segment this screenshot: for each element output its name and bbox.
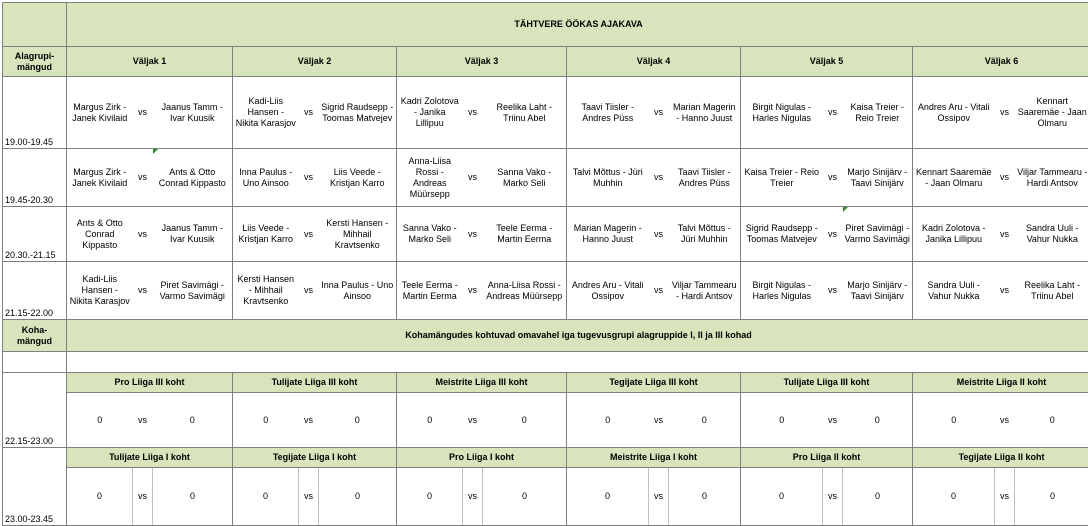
versus-label: vs [823,468,843,526]
versus-label: vs [823,77,843,149]
team-home: Kersti Hansen - Mihhail Kravtsenko [233,262,299,320]
placement-label: Tulijate Liiga III koht [741,373,913,393]
time-slot: 20.30.-21.15 [3,207,67,262]
team-away: Anna-Liisa Rossi - Andreas Müürsepp [483,262,567,320]
placement-label: Pro Liiga II koht [741,448,913,468]
score-home[interactable]: 0 [741,468,823,526]
score-home[interactable]: 0 [233,468,299,526]
placement-label: Tegijate Liiga III koht [567,373,741,393]
team-home: Taavi Tiisler - Andres Püss [567,77,649,149]
team-away: Inna Paulus - Uno Ainsoo [319,262,397,320]
schedule-table [2,2,1088,526]
versus-label: vs [299,207,319,262]
team-away: Reelika Laht - Triinu Abel [483,77,567,149]
placement-games-label: Koha-mängud [3,320,67,352]
team-home: Birgit Nigulas - Harles Nigulas [741,262,823,320]
team-away: Kennart Saaremäe - Jaan Olmaru [1015,77,1088,149]
versus-label: vs [299,468,319,526]
score-home[interactable]: 0 [913,393,995,448]
versus-label: vs [649,468,669,526]
team-away: Sanna Vako - Marko Seli [483,149,567,207]
team-home: Birgit Nigulas - Harles Nigulas [741,77,823,149]
field-header: Väljak 3 [397,47,567,77]
team-home: Teele Eerma - Martin Eerma [397,262,463,320]
score-home[interactable]: 0 [397,468,463,526]
versus-label: vs [133,393,153,448]
team-home: Andres Aru - Vitali Ossipov [913,77,995,149]
versus-label: vs [649,77,669,149]
team-home: Margus Zirk - Janek Kivilaid [67,77,133,149]
versus-label: vs [133,262,153,320]
score-home[interactable]: 0 [567,468,649,526]
versus-label: vs [995,207,1015,262]
score-away[interactable]: 0 [153,468,233,526]
team-home: Liis Veede - Kristjan Karro [233,207,299,262]
team-away: Piret Savimägi - Varmo Savimägi [843,207,913,262]
score-away[interactable]: 0 [669,468,741,526]
score-home[interactable]: 0 [567,393,649,448]
team-away: Taavi Tiisler - Andres Püss [669,149,741,207]
versus-label: vs [823,262,843,320]
placement-label: Meistrite Liiga III koht [397,373,567,393]
score-home[interactable]: 0 [913,468,995,526]
placement-label: Tegijate Liiga I koht [233,448,397,468]
score-away[interactable]: 0 [483,468,567,526]
score-away[interactable]: 0 [669,393,741,448]
score-home[interactable]: 0 [233,393,299,448]
versus-label: vs [463,207,483,262]
score-away[interactable]: 0 [483,393,567,448]
versus-label: vs [133,149,153,207]
time-slot: 21.15-22.00 [3,262,67,320]
team-home: Ants & Otto Conrad Kippasto [67,207,133,262]
team-away: Ants & Otto Conrad Kippasto [153,149,233,207]
team-home: Andres Aru - Vitali Ossipov [567,262,649,320]
team-home: Margus Zirk - Janek Kivilaid [67,149,133,207]
placement-label: Tulijate Liiga III koht [233,373,397,393]
versus-label: vs [823,393,843,448]
versus-label: vs [995,77,1015,149]
placement-label: Tulijate Liiga I koht [67,448,233,468]
team-home: Talvi Mõttus - Jüri Muhhin [567,149,649,207]
team-away: Teele Eerma - Martin Eerma [483,207,567,262]
team-home: Kadri Zolotova - Janika Lillipuu [913,207,995,262]
versus-label: vs [133,207,153,262]
versus-label: vs [463,149,483,207]
versus-label: vs [299,77,319,149]
team-away: Talvi Mõttus - Jüri Muhhin [669,207,741,262]
field-header: Väljak 1 [67,47,233,77]
team-home: Anna-Liisa Rossi - Andreas Müürsepp [397,149,463,207]
team-away: Marjo Sinijärv - Taavi Sinijärv [843,262,913,320]
score-away[interactable]: 0 [319,468,397,526]
placement-label: Pro Liiga I koht [397,448,567,468]
spacer-cell [67,352,1088,373]
time-slot: 19.45-20.30 [3,149,67,207]
placement-label: Meistrite Liiga I koht [567,448,741,468]
team-home: Kennart Saaremäe - Jaan Olmaru [913,149,995,207]
team-home: Kadi-Liis Hansen - Nikita Karasjov [233,77,299,149]
versus-label: vs [463,468,483,526]
field-header: Väljak 4 [567,47,741,77]
versus-label: vs [649,207,669,262]
team-home: Marian Magerin - Hanno Juust [567,207,649,262]
versus-label: vs [995,393,1015,448]
score-away[interactable]: 0 [319,393,397,448]
score-away[interactable]: 0 [1015,393,1088,448]
team-away: Kaisa Treier - Reio Treier [843,77,913,149]
team-home: Kadi-Liis Hansen - Nikita Karasjov [67,262,133,320]
versus-label: vs [463,393,483,448]
team-away: Liis Veede - Kristjan Karro [319,149,397,207]
score-away[interactable]: 0 [1015,468,1088,526]
corner-cell [3,3,67,47]
score-home[interactable]: 0 [397,393,463,448]
score-home[interactable]: 0 [741,393,823,448]
versus-label: vs [299,262,319,320]
score-away[interactable]: 0 [153,393,233,448]
team-away: Sandra Uuli - Vahur Nukka [1015,207,1088,262]
versus-label: vs [995,468,1015,526]
team-home: Sigrid Raudsepp - Toomas Matvejev [741,207,823,262]
field-header: Väljak 5 [741,47,913,77]
versus-label: vs [995,262,1015,320]
team-away: Jaanus Tamm - Ivar Kuusik [153,77,233,149]
placement-label: Tegijate Liiga II koht [913,448,1088,468]
team-away: Kersti Hansen - Mihhail Kravtsenko [319,207,397,262]
team-home: Inna Paulus - Uno Ainsoo [233,149,299,207]
placement-label: Pro Liiga III koht [67,373,233,393]
score-home[interactable]: 0 [67,468,133,526]
placement-label: Meistrite Liiga II koht [913,373,1088,393]
versus-label: vs [649,393,669,448]
time-slot: 19.00-19.45 [3,77,67,149]
versus-label: vs [133,468,153,526]
sheet-title: TÄHTVERE ÖÖKAS AJAKAVA [67,3,1088,47]
score-home[interactable]: 0 [67,393,133,448]
versus-label: vs [299,149,319,207]
versus-label: vs [133,77,153,149]
score-away[interactable]: 0 [843,393,913,448]
team-away: Viljar Tammearu - Hardi Antsov [1015,149,1088,207]
time-slot: 22.15-23.00 [3,373,67,448]
team-away: Piret Savimägi - Varmo Savimägi [153,262,233,320]
group-games-label: Alagrupi-mängud [3,47,67,77]
team-home: Kadri Zolotova - Janika Lillipuu [397,77,463,149]
field-header: Väljak 6 [913,47,1088,77]
field-header: Väljak 2 [233,47,397,77]
team-home: Sandra Uuli - Vahur Nukka [913,262,995,320]
team-home: Sanna Vako - Marko Seli [397,207,463,262]
versus-label: vs [463,77,483,149]
time-slot: 23.00-23.45 [3,448,67,526]
spacer-cell [3,352,67,373]
team-away: Marian Magerin - Hanno Juust [669,77,741,149]
team-away: Jaanus Tamm - Ivar Kuusik [153,207,233,262]
team-away: Marjo Sinijärv - Taavi Sinijärv [843,149,913,207]
team-away: Sigrid Raudsepp - Toomas Matvejev [319,77,397,149]
placement-note: Kohamängudes kohtuvad omavahel iga tugevusgrupi alagruppide I, II ja III kohad [67,320,1088,352]
team-home: Kaisa Treier - Reio Treier [741,149,823,207]
versus-label: vs [823,149,843,207]
versus-label: vs [823,207,843,262]
versus-label: vs [649,262,669,320]
versus-label: vs [299,393,319,448]
versus-label: vs [995,149,1015,207]
versus-label: vs [649,149,669,207]
versus-label: vs [463,262,483,320]
team-away: Reelika Laht - Triinu Abel [1015,262,1088,320]
team-away: Viljar Tammearu - Hardi Antsov [669,262,741,320]
score-away[interactable]: 0 [843,468,913,526]
